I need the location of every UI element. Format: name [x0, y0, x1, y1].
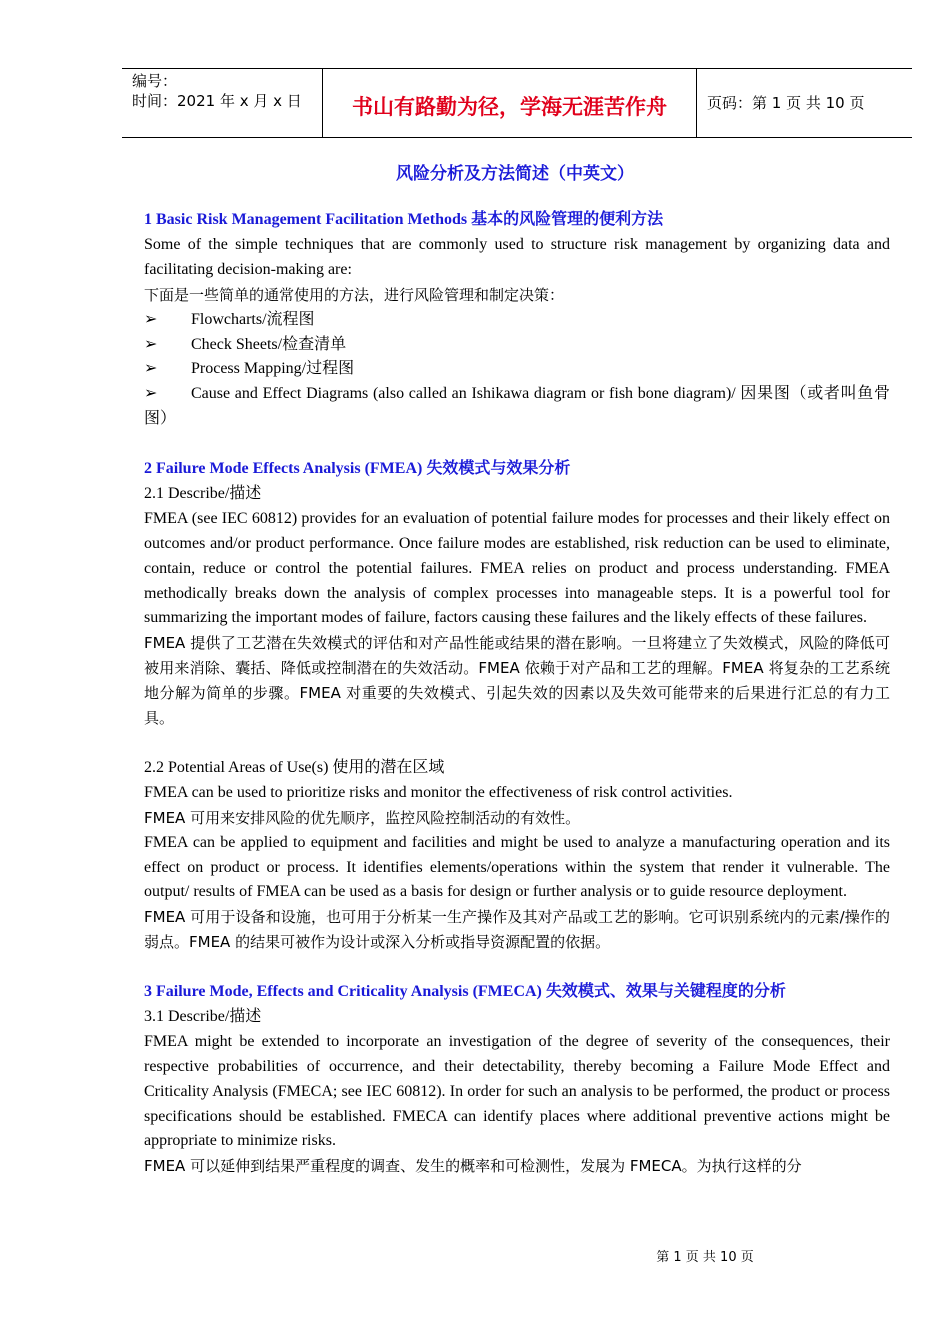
- number-label: 编号：: [132, 72, 178, 90]
- date-label: 时间：2021 年 x 月 x 日: [132, 92, 302, 110]
- section-1-intro-en: Some of the simple techniques that are commonly used to structure risk management by organizing data and facilitating decision-making are:: [144, 235, 890, 278]
- list-item-text: Process Mapping/过程图: [191, 360, 355, 378]
- bullet-marker-icon: ➢: [144, 335, 158, 353]
- list-item: [144, 357, 890, 382]
- section-2-heading: 2 Failure Mode Effects Analysis (FMEA) 失效模式与效果分析: [144, 460, 571, 478]
- list-item: [144, 382, 890, 432]
- spacer: [144, 432, 890, 457]
- list-item-text: Cause and Effect Diagrams (also called an Ishikawa diagram or fish bone diagram)/ 因果图（或者叫鱼骨图）: [144, 385, 890, 428]
- list-item: [144, 333, 890, 358]
- section-2-1-paragraph-zh: FMEA 提供了工艺潜在失效模式的评估和对产品性能或结果的潜在影响。一旦将建立了失效模式，风险的降低可被用来消除、囊括、降低或控制潜在的失效活动。FMEA 依赖于对产品和工艺的理解。FMEA 将复杂的工艺系统地分解为简单的步骤。FMEA 对重要的失效模式、引起失效的因素以及失效可能带来的后果进行汇总的有力工具。: [144, 634, 890, 728]
- section-3-1-paragraph-zh: FMEA 可以延伸到结果严重程度的调查、发生的概率和可检测性，发展为 FMECA。为执行这样的分: [144, 1157, 802, 1176]
- list-item-text: Flowcharts/流程图: [191, 310, 315, 328]
- page-header: [122, 68, 912, 138]
- section-2-2-paragraph-2-zh: FMEA 可用于设备和设施，也可用于分析某一生产操作及其对产品或工艺的影响。它可识别系统内的元素/操作的弱点。FMEA 的结果可被作为设计或深入分析或指导资源配置的依据。: [144, 908, 890, 952]
- document-body: [144, 208, 890, 1179]
- bullet-marker-icon: ➢: [144, 385, 158, 403]
- section-2-2-paragraph-1-zh: FMEA 可用来安排风险的优先顺序，监控风险控制活动的有效性。: [144, 808, 581, 827]
- section-2-2-subheading: 2.2 Potential Areas of Use(s) 使用的潜在区域: [144, 758, 445, 776]
- spacer: [144, 955, 890, 980]
- list-item-text: Check Sheets/检查清单: [191, 335, 347, 353]
- section-2-1-paragraph-en: FMEA (see IEC 60812) provides for an evaluation of potential failure modes for processes and their likely effect on outcomes and/or product performance. Once failure modes are established, risk reduction can be used to eliminate, contain, reduce or control the potential failures. FMEA relies on product and process understanding. FMEA methodically breaks down the analysis of complex processes into manageable steps. It is a powerful tool for summarizing the important modes of failure, factors causing these failures and the likely effects of these failures.: [144, 509, 890, 627]
- header-meta-cell: [122, 69, 323, 137]
- section-3-1-subheading: 3.1 Describe/描述: [144, 1007, 262, 1025]
- bullet-marker-icon: ➢: [144, 360, 158, 378]
- document-title: 风险分析及方法简述（中英文）: [396, 164, 634, 184]
- section-2-1-subheading: 2.1 Describe/描述: [144, 484, 262, 502]
- page-number-label: 页码：第 1 页 共 10 页: [707, 94, 865, 112]
- page-footer: 第 1 页 共 10 页: [656, 1250, 754, 1265]
- section-3-1-paragraph-en: FMEA might be extended to incorporate an investigation of the degree of severity of the consequences, their respective probabilities of occurrence, and their detectability, thereby becoming a Failure Mode Effect and Criticality Analysis (FMECA; see IEC 60812). In order for such an analysis to be performed, the product or process specifications should be established. FMECA can identify places where additional preventive actions might be appropriate to minimize risks.: [144, 1032, 890, 1150]
- header-page-cell: [697, 69, 912, 137]
- section-3-heading: 3 Failure Mode, Effects and Criticality Analysis (FMECA) 失效模式、效果与关键程度的分析: [144, 983, 786, 1001]
- motto: 书山有路勤为径，学海无涯苦作舟: [352, 95, 667, 119]
- section-2-2-paragraph-1-en: FMEA can be used to prioritize risks and monitor the effectiveness of risk control activities.: [144, 783, 733, 801]
- section-2-2-paragraph-2-en: FMEA can be applied to equipment and facilities and might be used to analyze a manufacturing operation and its effect on product or process. It identifies elements/operations within the system that render it vulnerable. The output/ results of FMEA can be used as a basis for design or further analysis or to guide resource deployment.: [144, 833, 890, 901]
- spacer: [144, 731, 890, 756]
- header-motto-cell: [323, 69, 697, 137]
- section-1-heading: 1 Basic Risk Management Facilitation Methods 基本的风险管理的便利方法: [144, 211, 664, 228]
- bullet-marker-icon: ➢: [144, 310, 158, 328]
- section-1-intro-zh: 下面是一些简单的通常使用的方法，进行风险管理和制定决策：: [144, 285, 565, 304]
- list-item: [144, 308, 890, 333]
